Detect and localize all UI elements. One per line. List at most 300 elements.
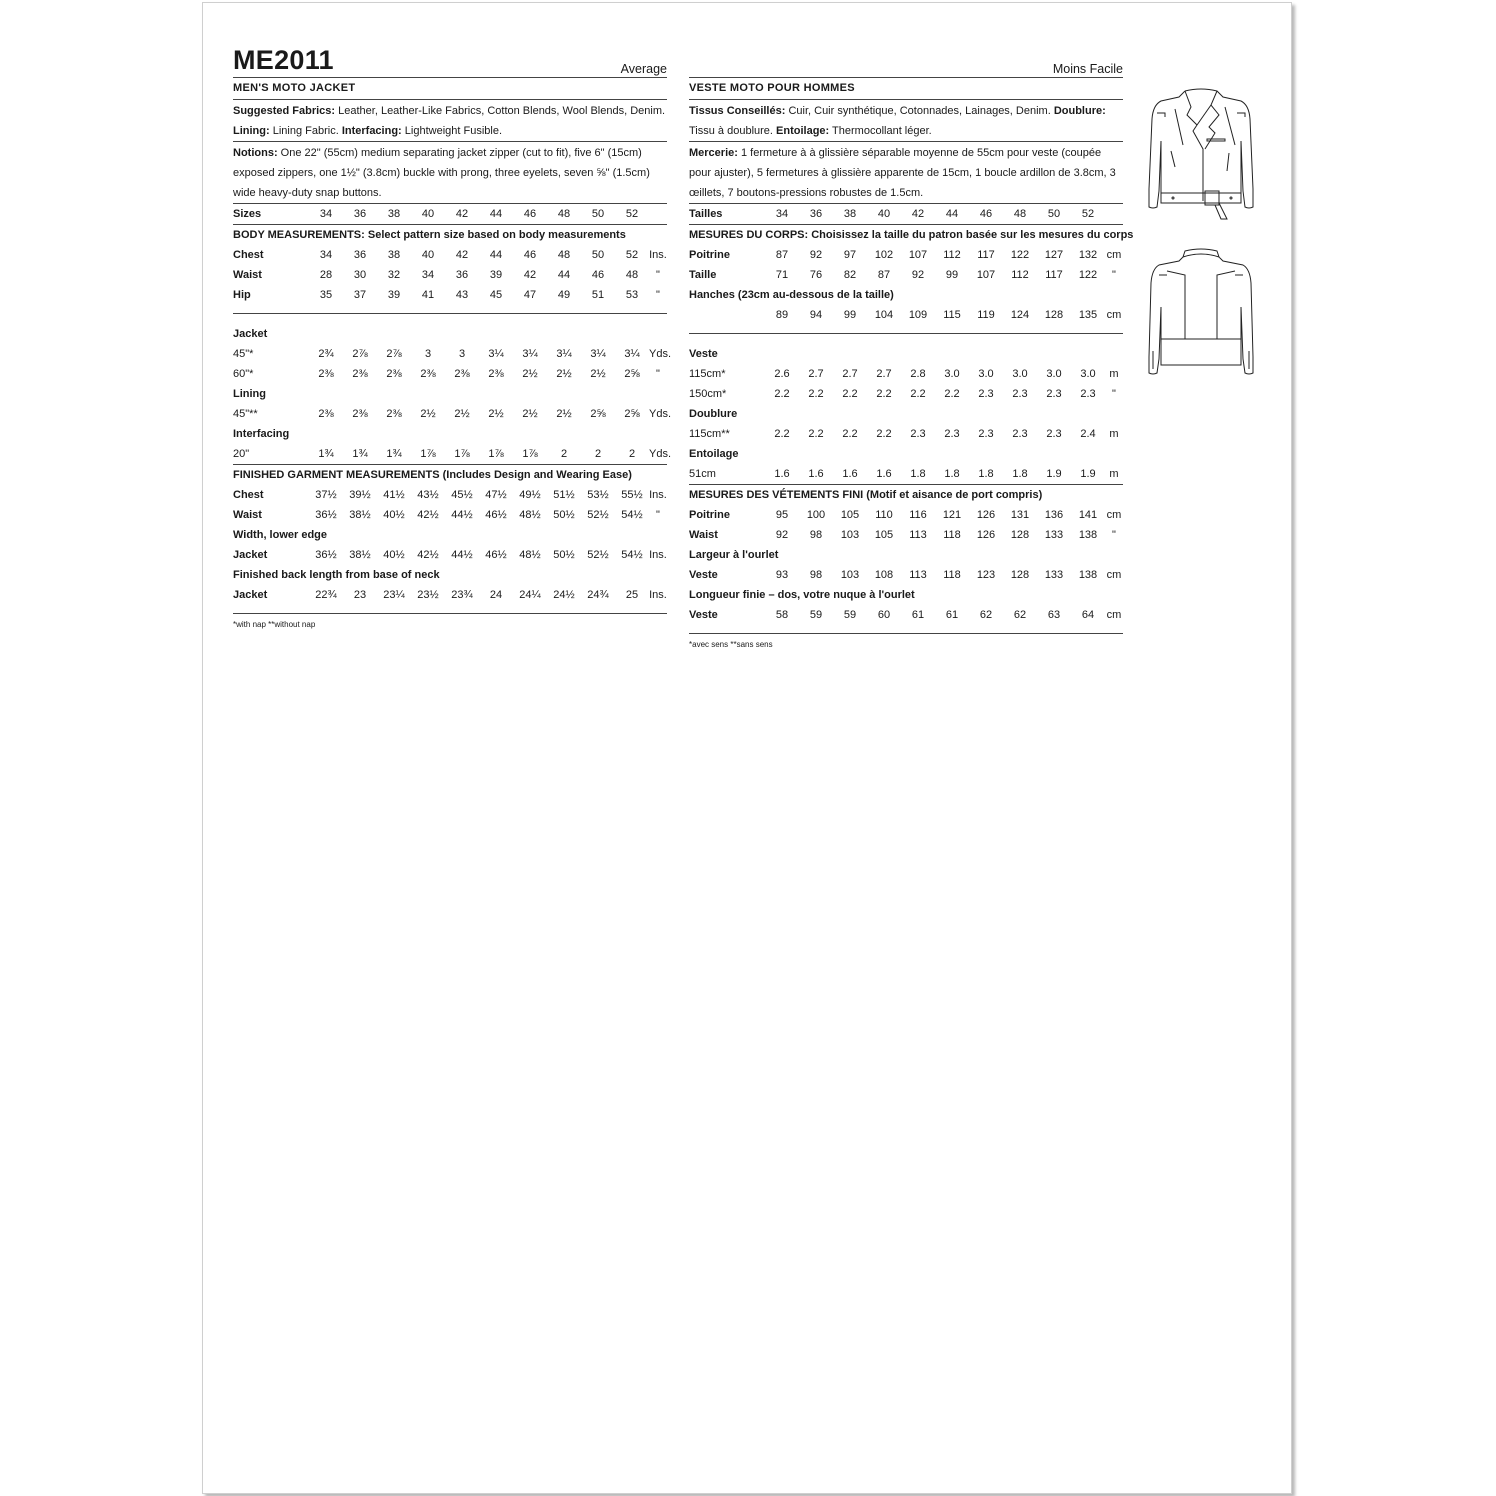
jacket-yardage-table-fr — [689, 364, 1123, 404]
cell-value: 135 — [1078, 309, 1098, 321]
cell-value: 42 — [523, 269, 537, 281]
cell-value: 3.0 — [944, 368, 960, 380]
garment-title-fr: VESTE MOTO POUR HOMMES — [689, 78, 1123, 100]
notions-text-fr: 1 fermeture à à glissière séparable moyenne de 55cm pour veste (coupée pour ajuster), 5 fermetures à glissière apparente de 15cm, 1 boucle ardillon de 3.8cm, 3 œillets, 7 boutons-pressions robustes de 1.5cm. — [689, 147, 1116, 199]
body-measurements-heading: BODY MEASUREMENTS: Select pattern size based on body measurements — [233, 229, 626, 241]
cell-value: 122 — [1078, 269, 1098, 281]
row-label: Jacket — [233, 549, 268, 561]
cell-value: 99 — [843, 309, 857, 321]
cell-value: 123 — [976, 569, 996, 581]
finished-measurements-table-fr — [689, 505, 1123, 545]
cell-value: 37½ — [315, 489, 337, 501]
cell-value: 39 — [489, 269, 503, 281]
row-unit: Ins. — [649, 589, 667, 601]
back-length-label: Finished back length from base of neck — [233, 569, 440, 581]
cell-value: 23 — [353, 589, 367, 601]
back-length-table-fr-row — [689, 605, 1123, 634]
cell-value: 34 — [775, 208, 789, 220]
hip-label-fr: Hanches (23cm au-dessous de la taille) — [689, 289, 894, 301]
row-label: Waist — [689, 529, 718, 541]
cell-value: 109 — [908, 309, 928, 321]
notions-paragraph — [233, 142, 667, 204]
row-unit: m — [1109, 428, 1119, 440]
cell-value: 62 — [1013, 609, 1027, 621]
cell-value: 2½ — [522, 368, 538, 380]
cell-value: 112 — [1011, 269, 1029, 281]
cell-value: 37 — [353, 289, 367, 301]
cell-value: 34 — [319, 249, 333, 261]
cell-value: 58 — [775, 609, 789, 621]
cell-value: 3.0 — [1012, 368, 1028, 380]
row-label: 115cm* — [689, 368, 726, 380]
cell-value: 44 — [557, 269, 571, 281]
cell-value: 51 — [591, 289, 605, 301]
cell-value: 52 — [625, 249, 639, 261]
cell-value: 41 — [421, 289, 435, 301]
cell-value: 2⅝ — [590, 408, 606, 420]
cell-value: 112 — [943, 249, 961, 261]
cell-value: 102 — [874, 249, 894, 261]
pattern-code: ME2011 — [233, 45, 334, 75]
cell-value: 2⅝ — [624, 408, 640, 420]
cell-value: 36 — [455, 269, 469, 281]
back-length-table — [233, 585, 667, 614]
cell-value: 45 — [489, 289, 503, 301]
cell-value: 36 — [809, 208, 823, 220]
cell-value: 124 — [1010, 309, 1030, 321]
cell-value: 24¼ — [519, 589, 541, 601]
cell-value: 43 — [455, 289, 469, 301]
cell-value: 48 — [557, 249, 571, 261]
cell-value: 38½ — [349, 509, 371, 521]
cell-value: 40½ — [383, 509, 405, 521]
jacket-yardage-label-fr: Veste — [689, 348, 718, 360]
fabrics-label: Suggested Fabrics: — [233, 105, 336, 117]
body-measurements-table-fr — [689, 245, 1123, 285]
body-measurements-table-row — [233, 285, 667, 314]
width-lower-edge-table-row — [233, 545, 667, 565]
width-lower-edge-table-fr-row — [689, 565, 1123, 585]
cell-value: 44 — [945, 208, 959, 220]
cell-value: 2.3 — [910, 428, 926, 440]
fabrics-paragraph — [233, 100, 667, 142]
row-label: Waist — [233, 269, 262, 281]
cell-value: 2 — [594, 448, 602, 460]
cell-value: 40 — [877, 208, 891, 220]
row-unit: cm — [1106, 609, 1122, 621]
jacket-back-icon — [1145, 247, 1257, 385]
cell-value: 105 — [840, 509, 860, 521]
notions-label-fr: Mercerie: — [689, 147, 738, 159]
cell-value: 87 — [775, 249, 789, 261]
cell-value: 2½ — [522, 408, 538, 420]
cell-value: 98 — [809, 529, 823, 541]
width-lower-edge-table — [233, 545, 667, 565]
hip-table-fr-row — [689, 305, 1123, 334]
cell-value: 2.2 — [876, 388, 892, 400]
jacket-yardage-label: Jacket — [233, 328, 268, 340]
cell-value: 1¾ — [386, 448, 402, 460]
cell-value: 119 — [977, 309, 995, 321]
cell-value: 141 — [1078, 509, 1098, 521]
cell-value: 42 — [911, 208, 925, 220]
cell-value: 50½ — [553, 509, 575, 521]
body-measurements-table-fr-row — [689, 265, 1123, 285]
footnote: *with nap **without nap — [233, 620, 316, 629]
cell-value: 133 — [1044, 569, 1064, 581]
header — [233, 47, 667, 78]
finished-measurements-heading-fr: MESURES DES VÉTEMENTS FINI (Motif et aisance de port compris) — [689, 489, 1043, 501]
fabrics-label-fr: Tissus Conseillés: — [689, 105, 786, 117]
cell-value: 3 — [458, 348, 466, 360]
cell-value: 117 — [1045, 269, 1063, 281]
cell-value: 1.9 — [1080, 468, 1096, 480]
lining-yardage-label-fr: Doublure — [689, 408, 738, 420]
jacket-yardage-table-row — [233, 344, 672, 364]
cell-value: 126 — [976, 509, 996, 521]
cell-value: 2⅜ — [420, 368, 436, 380]
cell-value: 39½ — [349, 489, 371, 501]
cell-value: 2.3 — [1012, 428, 1028, 440]
cell-value: 116 — [909, 509, 927, 521]
cell-value: 107 — [908, 249, 928, 261]
row-unit: Ins. — [649, 489, 667, 501]
french-column — [689, 47, 1134, 652]
cell-value: 1.8 — [978, 468, 994, 480]
cell-value: 133 — [1044, 529, 1064, 541]
interfacing-text-fr: Thermocollant léger. — [829, 125, 932, 137]
interfacing-label: Interfacing: — [341, 125, 402, 137]
lining-text-fr: Tissu à doublure. — [689, 125, 777, 137]
cell-value: 122 — [1010, 249, 1030, 261]
cell-value: 40½ — [383, 549, 405, 561]
difficulty-level: Average — [620, 62, 667, 76]
row-unit: Yds. — [649, 448, 672, 460]
cell-value: 34 — [421, 269, 435, 281]
cell-value: 52 — [625, 208, 639, 220]
cell-value: 24¾ — [587, 589, 609, 601]
jacket-front-icon — [1145, 85, 1257, 221]
cell-value: 41½ — [383, 489, 405, 501]
cell-value: 42½ — [417, 549, 439, 561]
interfacing-yardage-table-row — [233, 444, 672, 465]
cell-value: 1.6 — [842, 468, 858, 480]
lining-yardage-label: Lining — [233, 388, 266, 400]
row-unit: cm — [1106, 569, 1122, 581]
cell-value: 92 — [809, 249, 823, 261]
cell-value: 23¾ — [451, 589, 473, 601]
cell-value: 71 — [775, 269, 789, 281]
cell-value: 2⅜ — [318, 408, 334, 420]
cell-value: 25 — [625, 589, 639, 601]
cell-value: 3.0 — [1080, 368, 1096, 380]
row-label: Sizes — [233, 208, 262, 220]
cell-value: 49 — [557, 289, 571, 301]
body-measurements-table-row — [233, 265, 667, 285]
finished-measurements-table-row — [233, 485, 667, 505]
cell-value: 48 — [1013, 208, 1027, 220]
cell-value: 23½ — [417, 589, 439, 601]
cell-value: 46½ — [485, 549, 507, 561]
cell-value: 113 — [909, 569, 927, 581]
header-fr — [689, 47, 1123, 78]
interfacing-yardage-table-fr — [689, 464, 1123, 485]
cell-value: 127 — [1044, 249, 1064, 261]
finished-measurements-table-row — [233, 505, 667, 525]
interfacing-yardage-table-fr-row — [689, 464, 1123, 485]
cell-value: 93 — [775, 569, 789, 581]
cell-value: 47 — [523, 289, 537, 301]
cell-value: 1⅞ — [488, 448, 504, 460]
row-unit: " — [656, 509, 660, 521]
cell-value: 46 — [979, 208, 993, 220]
cell-value: 3¼ — [556, 348, 572, 360]
cell-value: 2.7 — [842, 368, 858, 380]
cell-value: 40 — [421, 249, 435, 261]
cell-value: 2.2 — [842, 428, 858, 440]
cell-value: 54½ — [621, 509, 643, 521]
jacket-yardage-table-fr-row — [689, 364, 1123, 384]
finished-measurements-table-fr-row — [689, 505, 1123, 525]
body-measurements-table-fr-row — [689, 245, 1123, 265]
cell-value: 1.8 — [944, 468, 960, 480]
cell-value: 82 — [843, 269, 857, 281]
row-label: Hip — [233, 289, 251, 301]
cell-value: 92 — [775, 529, 789, 541]
cell-value: 48 — [625, 269, 639, 281]
cell-value: 2.4 — [1080, 428, 1096, 440]
lining-yardage-table-fr-row — [689, 424, 1123, 444]
cell-value: 2.3 — [978, 388, 994, 400]
cell-value: 136 — [1044, 509, 1064, 521]
cell-value: 63 — [1047, 609, 1061, 621]
body-measurements-heading-fr: MESURES DU CORPS: Choisissez la taille du patron basée sur les mesures du corps — [689, 229, 1134, 241]
cell-value: 51½ — [553, 489, 575, 501]
cell-value: 128 — [1010, 569, 1030, 581]
cell-value: 44½ — [451, 509, 473, 521]
cell-value: 23¼ — [383, 589, 405, 601]
row-label: Chest — [233, 249, 264, 261]
cell-value: 1⅞ — [454, 448, 470, 460]
cell-value: 36½ — [315, 549, 337, 561]
cell-value: 2.8 — [910, 368, 926, 380]
cell-value: 103 — [840, 569, 860, 581]
cell-value: 89 — [775, 309, 789, 321]
jacket-yardage-table-row — [233, 364, 667, 384]
row-label: Tailles — [689, 208, 723, 220]
cell-value: 48½ — [519, 509, 541, 521]
cell-value: 50 — [1047, 208, 1061, 220]
cell-value: 2⅜ — [386, 368, 402, 380]
row-label: 150cm* — [689, 388, 727, 400]
cell-value: 87 — [877, 269, 891, 281]
cell-value: 3¼ — [488, 348, 504, 360]
cell-value: 24½ — [553, 589, 575, 601]
cell-value: 1.6 — [876, 468, 892, 480]
body-measurements-table — [233, 245, 667, 314]
row-label: 60"* — [233, 368, 254, 380]
row-unit: " — [1112, 388, 1116, 400]
cell-value: 92 — [911, 269, 925, 281]
row-label: Waist — [233, 509, 262, 521]
cell-value: 1.9 — [1046, 468, 1062, 480]
cell-value: 61 — [945, 609, 959, 621]
difficulty-level-fr: Moins Facile — [1052, 62, 1123, 76]
cell-value: 2.7 — [876, 368, 892, 380]
lining-label-fr: Doublure: — [1053, 105, 1106, 117]
cell-value: 55½ — [621, 489, 643, 501]
cell-value: 1⅞ — [522, 448, 538, 460]
cell-value: 2.2 — [774, 388, 790, 400]
cell-value: 44 — [489, 249, 503, 261]
finished-measurements-table — [233, 485, 667, 525]
cell-value: 46 — [523, 249, 537, 261]
cell-value: 2.3 — [978, 428, 994, 440]
cell-value: 1¾ — [352, 448, 368, 460]
cell-value: 2⅞ — [352, 348, 368, 360]
cell-value: 3¼ — [522, 348, 538, 360]
cell-value: 34 — [319, 208, 333, 220]
cell-value: 2.3 — [1080, 388, 1096, 400]
cell-value: 38½ — [349, 549, 371, 561]
cell-value: 99 — [945, 269, 959, 281]
cell-value: 110 — [875, 509, 893, 521]
row-unit: Yds. — [649, 348, 672, 360]
cell-value: 38 — [843, 208, 857, 220]
cell-value: 2.2 — [842, 388, 858, 400]
row-label: 51cm — [689, 468, 716, 480]
row-unit: " — [656, 368, 660, 380]
cell-value: 3¼ — [590, 348, 606, 360]
interfacing-yardage-label-fr: Entoilage — [689, 448, 739, 460]
row-unit: " — [1112, 529, 1116, 541]
cell-value: 2⅞ — [386, 348, 402, 360]
cell-value: 138 — [1078, 569, 1098, 581]
cell-value: 36 — [353, 208, 367, 220]
cell-value: 98 — [809, 569, 823, 581]
cell-value: 2¾ — [318, 348, 334, 360]
cell-value: 2.2 — [774, 428, 790, 440]
lining-text: Lining Fabric. — [269, 125, 342, 137]
cell-value: 3.0 — [1046, 368, 1062, 380]
cell-value: 46½ — [485, 509, 507, 521]
cell-value: 94 — [809, 309, 823, 321]
cell-value: 35 — [319, 289, 333, 301]
row-label: 115cm** — [689, 428, 730, 440]
finished-measurements-table-fr-row — [689, 525, 1123, 545]
cell-value: 42½ — [417, 509, 439, 521]
cell-value: 22¾ — [315, 589, 337, 601]
cell-value: 59 — [843, 609, 857, 621]
row-label: 45"* — [233, 348, 254, 360]
interfacing-text: Lightweight Fusible. — [401, 125, 502, 137]
cell-value: 118 — [943, 569, 961, 581]
cell-value: 62 — [979, 609, 993, 621]
cell-value: 52½ — [587, 509, 609, 521]
cell-value: 107 — [976, 269, 996, 281]
lining-yardage-table-row — [233, 404, 672, 424]
cell-value: 42 — [455, 208, 469, 220]
row-label: Poitrine — [689, 249, 730, 261]
cell-value: 2 — [628, 448, 636, 460]
garment-title: MEN'S MOTO JACKET — [233, 78, 667, 100]
footnote-fr: *avec sens **sans sens — [689, 640, 773, 649]
cell-value: 60 — [877, 609, 891, 621]
cell-value: 36 — [353, 249, 367, 261]
fabrics-text: Leather, Leather-Like Fabrics, Cotton Blends, Wool Blends, Denim. — [335, 105, 666, 117]
cell-value: 44 — [489, 208, 503, 220]
row-unit: m — [1109, 468, 1119, 480]
cell-value: 39 — [387, 289, 401, 301]
cell-value: 131 — [1010, 509, 1030, 521]
cell-value: 50 — [591, 249, 605, 261]
cell-value: 2½ — [590, 368, 606, 380]
cell-value: 48 — [557, 208, 571, 220]
lining-label: Lining: — [233, 125, 270, 137]
cell-value: 103 — [840, 529, 860, 541]
cell-value: 48½ — [519, 549, 541, 561]
lining-yardage-table-fr — [689, 424, 1123, 444]
interfacing-yardage-table — [233, 444, 672, 465]
cell-value: 95 — [775, 509, 789, 521]
cell-value: 2⅜ — [386, 408, 402, 420]
cell-value: 104 — [874, 309, 894, 321]
cell-value: 36½ — [315, 509, 337, 521]
cell-value: 2.2 — [944, 388, 960, 400]
jacket-yardage-table — [233, 344, 672, 384]
cell-value: 126 — [976, 529, 996, 541]
row-unit: Yds. — [649, 408, 672, 420]
cell-value: 2⅜ — [352, 368, 368, 380]
cell-value: 59 — [809, 609, 823, 621]
cell-value: 113 — [909, 529, 927, 541]
cell-value: 118 — [943, 529, 961, 541]
cell-value: 2.3 — [944, 428, 960, 440]
cell-value: 44½ — [451, 549, 473, 561]
back-length-label-fr: Longueur finie – dos, votre nuque à l'ourlet — [689, 589, 915, 601]
row-label: Veste — [689, 569, 718, 581]
english-column — [233, 45, 672, 632]
cell-value: 2.6 — [774, 368, 790, 380]
row-label: 20" — [233, 448, 250, 460]
cell-value: 2.3 — [1046, 388, 1062, 400]
row-label: Jacket — [233, 589, 268, 601]
row-unit: " — [656, 269, 660, 281]
cell-value: 52½ — [587, 549, 609, 561]
cell-value: 2 — [560, 448, 568, 460]
row-unit: " — [1112, 269, 1116, 281]
cell-value: 1.8 — [910, 468, 926, 480]
cell-value: 132 — [1078, 249, 1098, 261]
width-lower-edge-table-fr — [689, 565, 1123, 585]
row-label: Poitrine — [689, 509, 730, 521]
cell-value: 47½ — [485, 489, 507, 501]
row-unit: Ins. — [649, 249, 667, 261]
cell-value: 2⅝ — [624, 368, 640, 380]
cell-value: 30 — [353, 269, 367, 281]
cell-value: 38 — [387, 208, 401, 220]
cell-value: 50 — [591, 208, 605, 220]
width-lower-edge-label: Width, lower edge — [233, 529, 328, 541]
cell-value: 1⅞ — [420, 448, 436, 460]
cell-value: 43½ — [417, 489, 439, 501]
back-length-table-row — [233, 585, 667, 614]
row-label: 45"** — [233, 408, 258, 420]
cell-value: 53 — [625, 289, 639, 301]
cell-value: 54½ — [621, 549, 643, 561]
fabrics-text-fr: Cuir, Cuir synthétique, Cotonnades, Lainages, Denim. — [785, 105, 1054, 117]
cell-value: 2.2 — [808, 388, 824, 400]
